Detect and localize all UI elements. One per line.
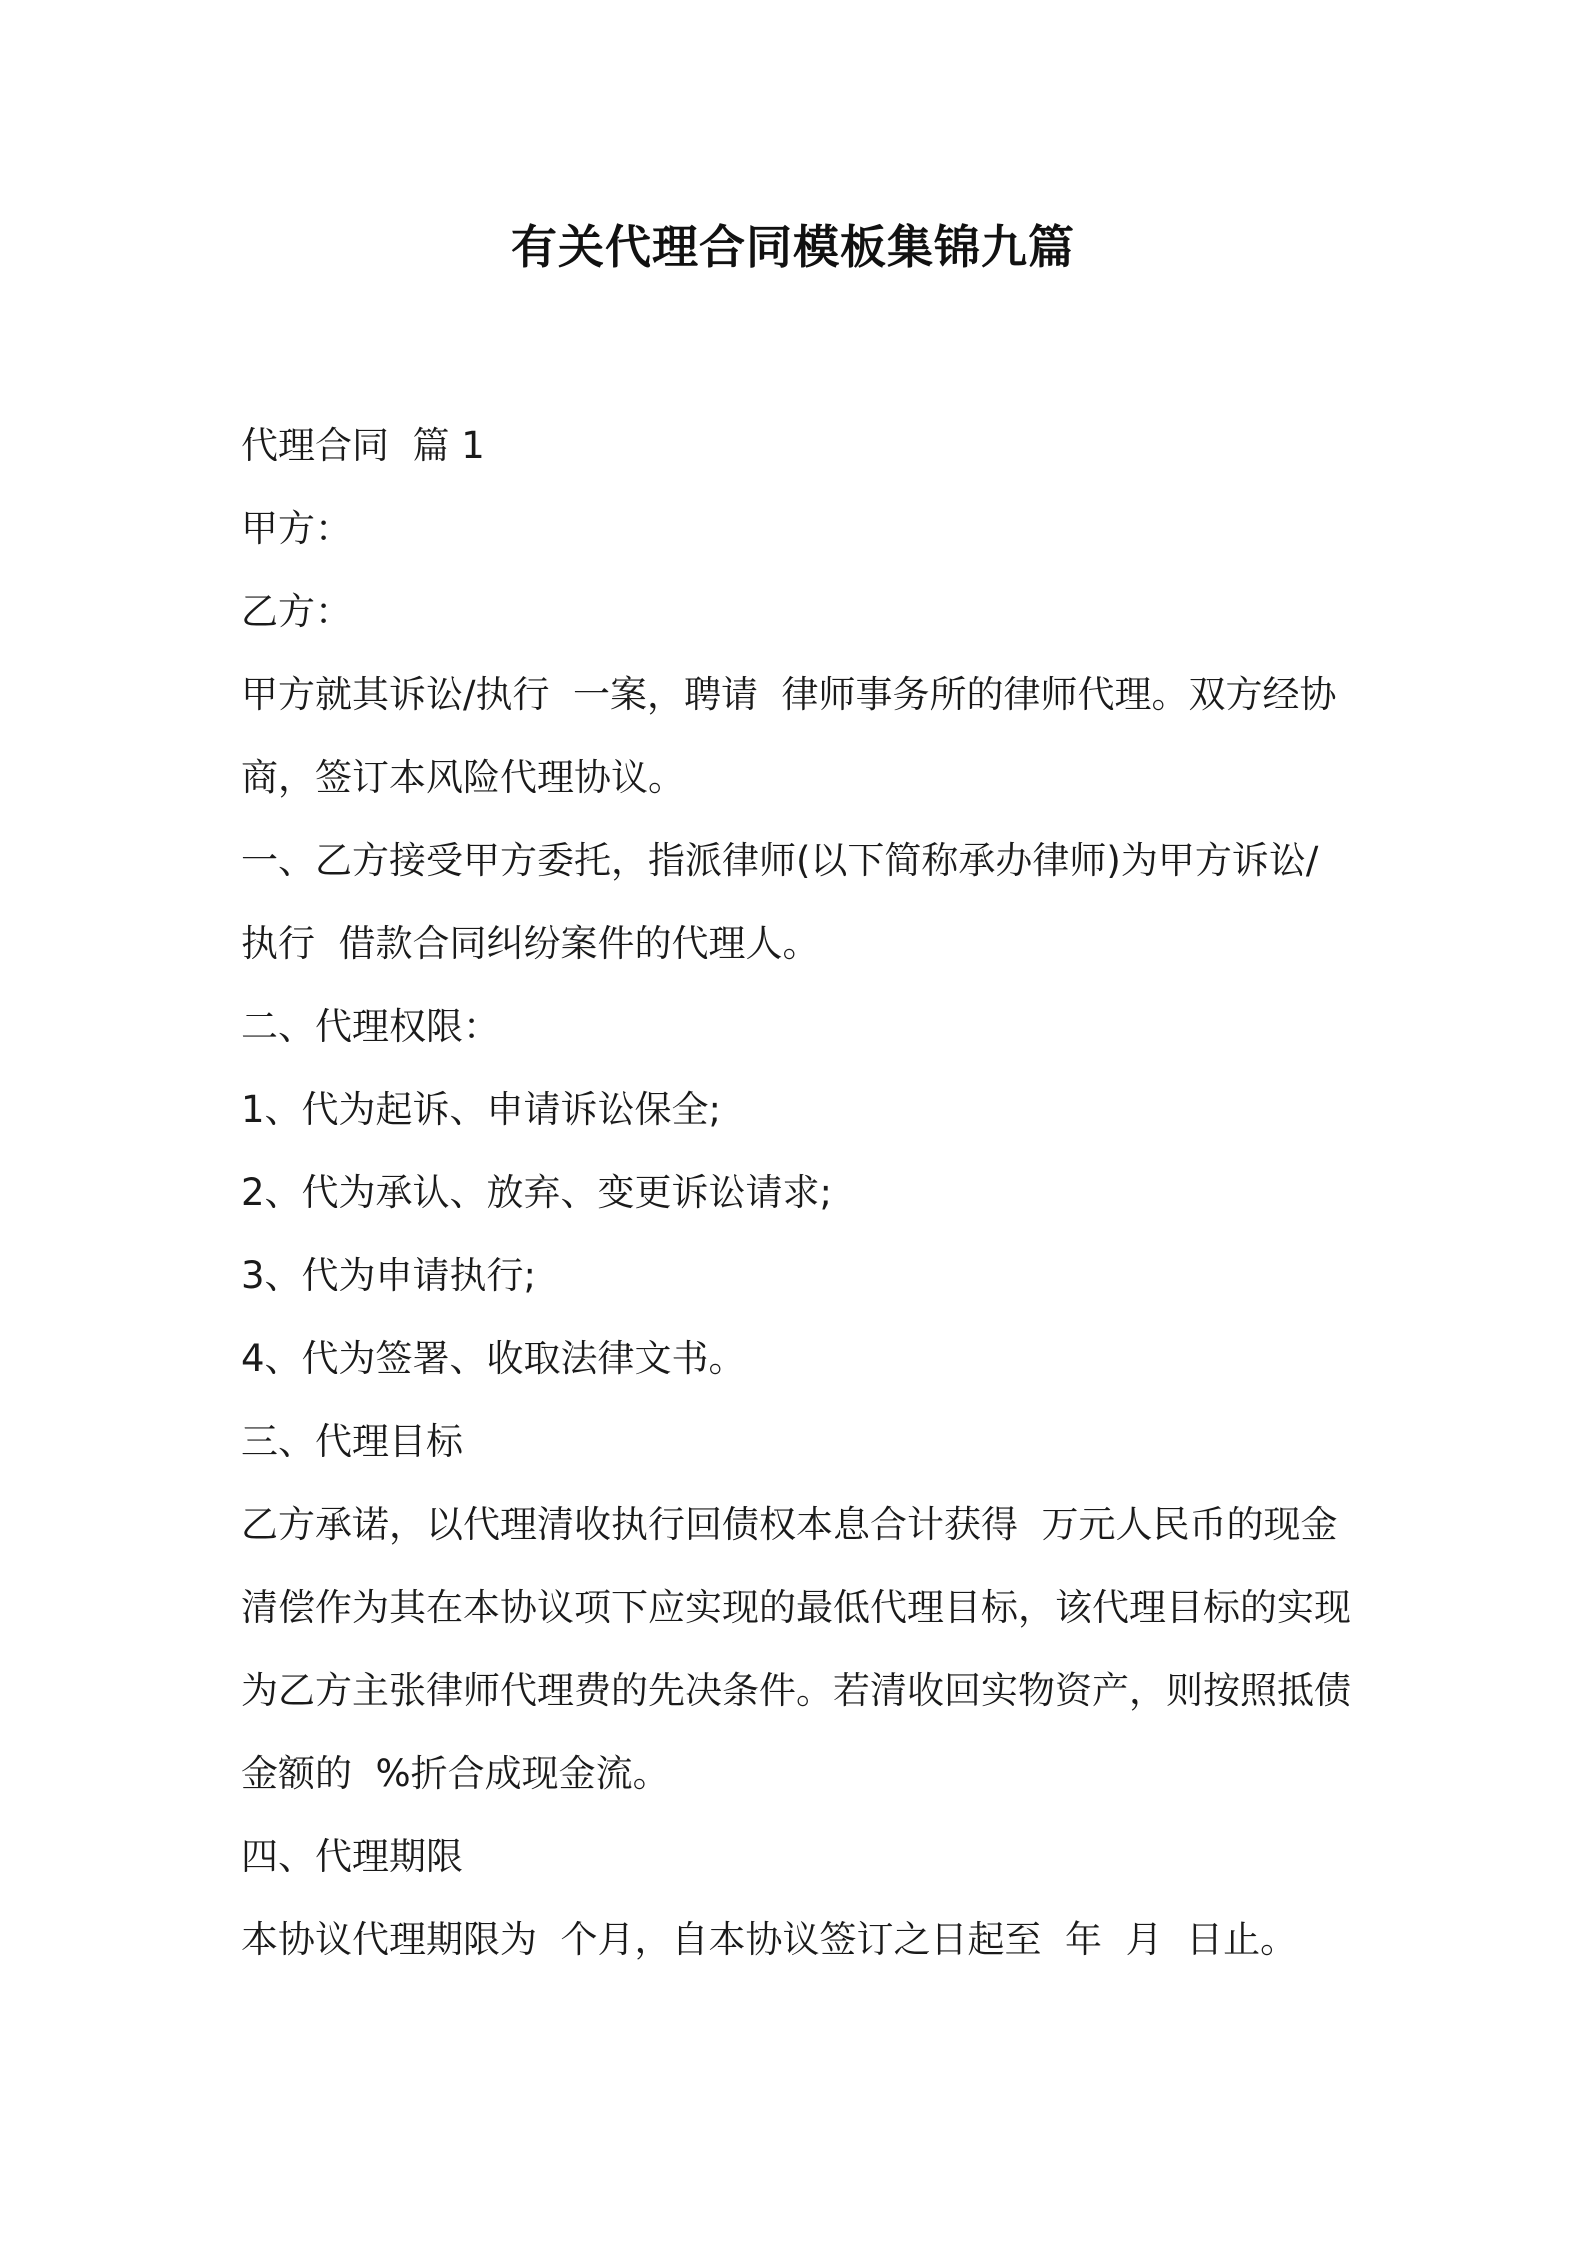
party-b-line: 乙方： (241, 590, 352, 633)
clause-heading: 四、代理期限 (241, 1835, 463, 1878)
clause-heading: 二、代理权限： (241, 1005, 500, 1048)
document-title: 有关代理合同模板集锦九篇 (511, 220, 1075, 274)
section-heading-article-1: 代理合同 篇 1 (241, 424, 485, 467)
list-item: 4、代为签署、收取法律文书。 (241, 1337, 746, 1380)
paragraph-line: 为乙方主张律师代理费的先决条件。若清收回实物资产，则按照抵债 (241, 1669, 1351, 1712)
paragraph-line: 清偿作为其在本协议项下应实现的最低代理目标，该代理目标的实现 (241, 1586, 1351, 1629)
party-a-line: 甲方： (241, 507, 352, 550)
list-item: 1、代为起诉、申请诉讼保全; (241, 1088, 722, 1131)
paragraph-line: 甲方就其诉讼/执行 一案，聘请 律师事务所的律师代理。双方经协 (241, 673, 1337, 716)
paragraph-line: 本协议代理期限为 个月，自本协议签订之日起至 年 月 日止。 (241, 1918, 1298, 1961)
paragraph-line: 乙方承诺，以代理清收执行回债权本息合计获得 万元人民币的现金 (241, 1503, 1338, 1546)
clause-line: 一、乙方接受甲方委托，指派律师(以下简称承办律师)为甲方诉讼/ (241, 839, 1319, 882)
clause-heading: 三、代理目标 (241, 1420, 463, 1463)
document-body (241, 404, 1361, 1981)
paragraph-line: 金额的 %折合成现金流。 (241, 1752, 670, 1795)
paragraph-line: 商，签订本风险代理协议。 (241, 756, 685, 799)
list-item: 3、代为申请执行; (241, 1254, 537, 1297)
clause-line: 执行 借款合同纠纷案件的代理人。 (241, 922, 820, 965)
list-item: 2、代为承认、放弃、变更诉讼请求; (241, 1171, 833, 1214)
